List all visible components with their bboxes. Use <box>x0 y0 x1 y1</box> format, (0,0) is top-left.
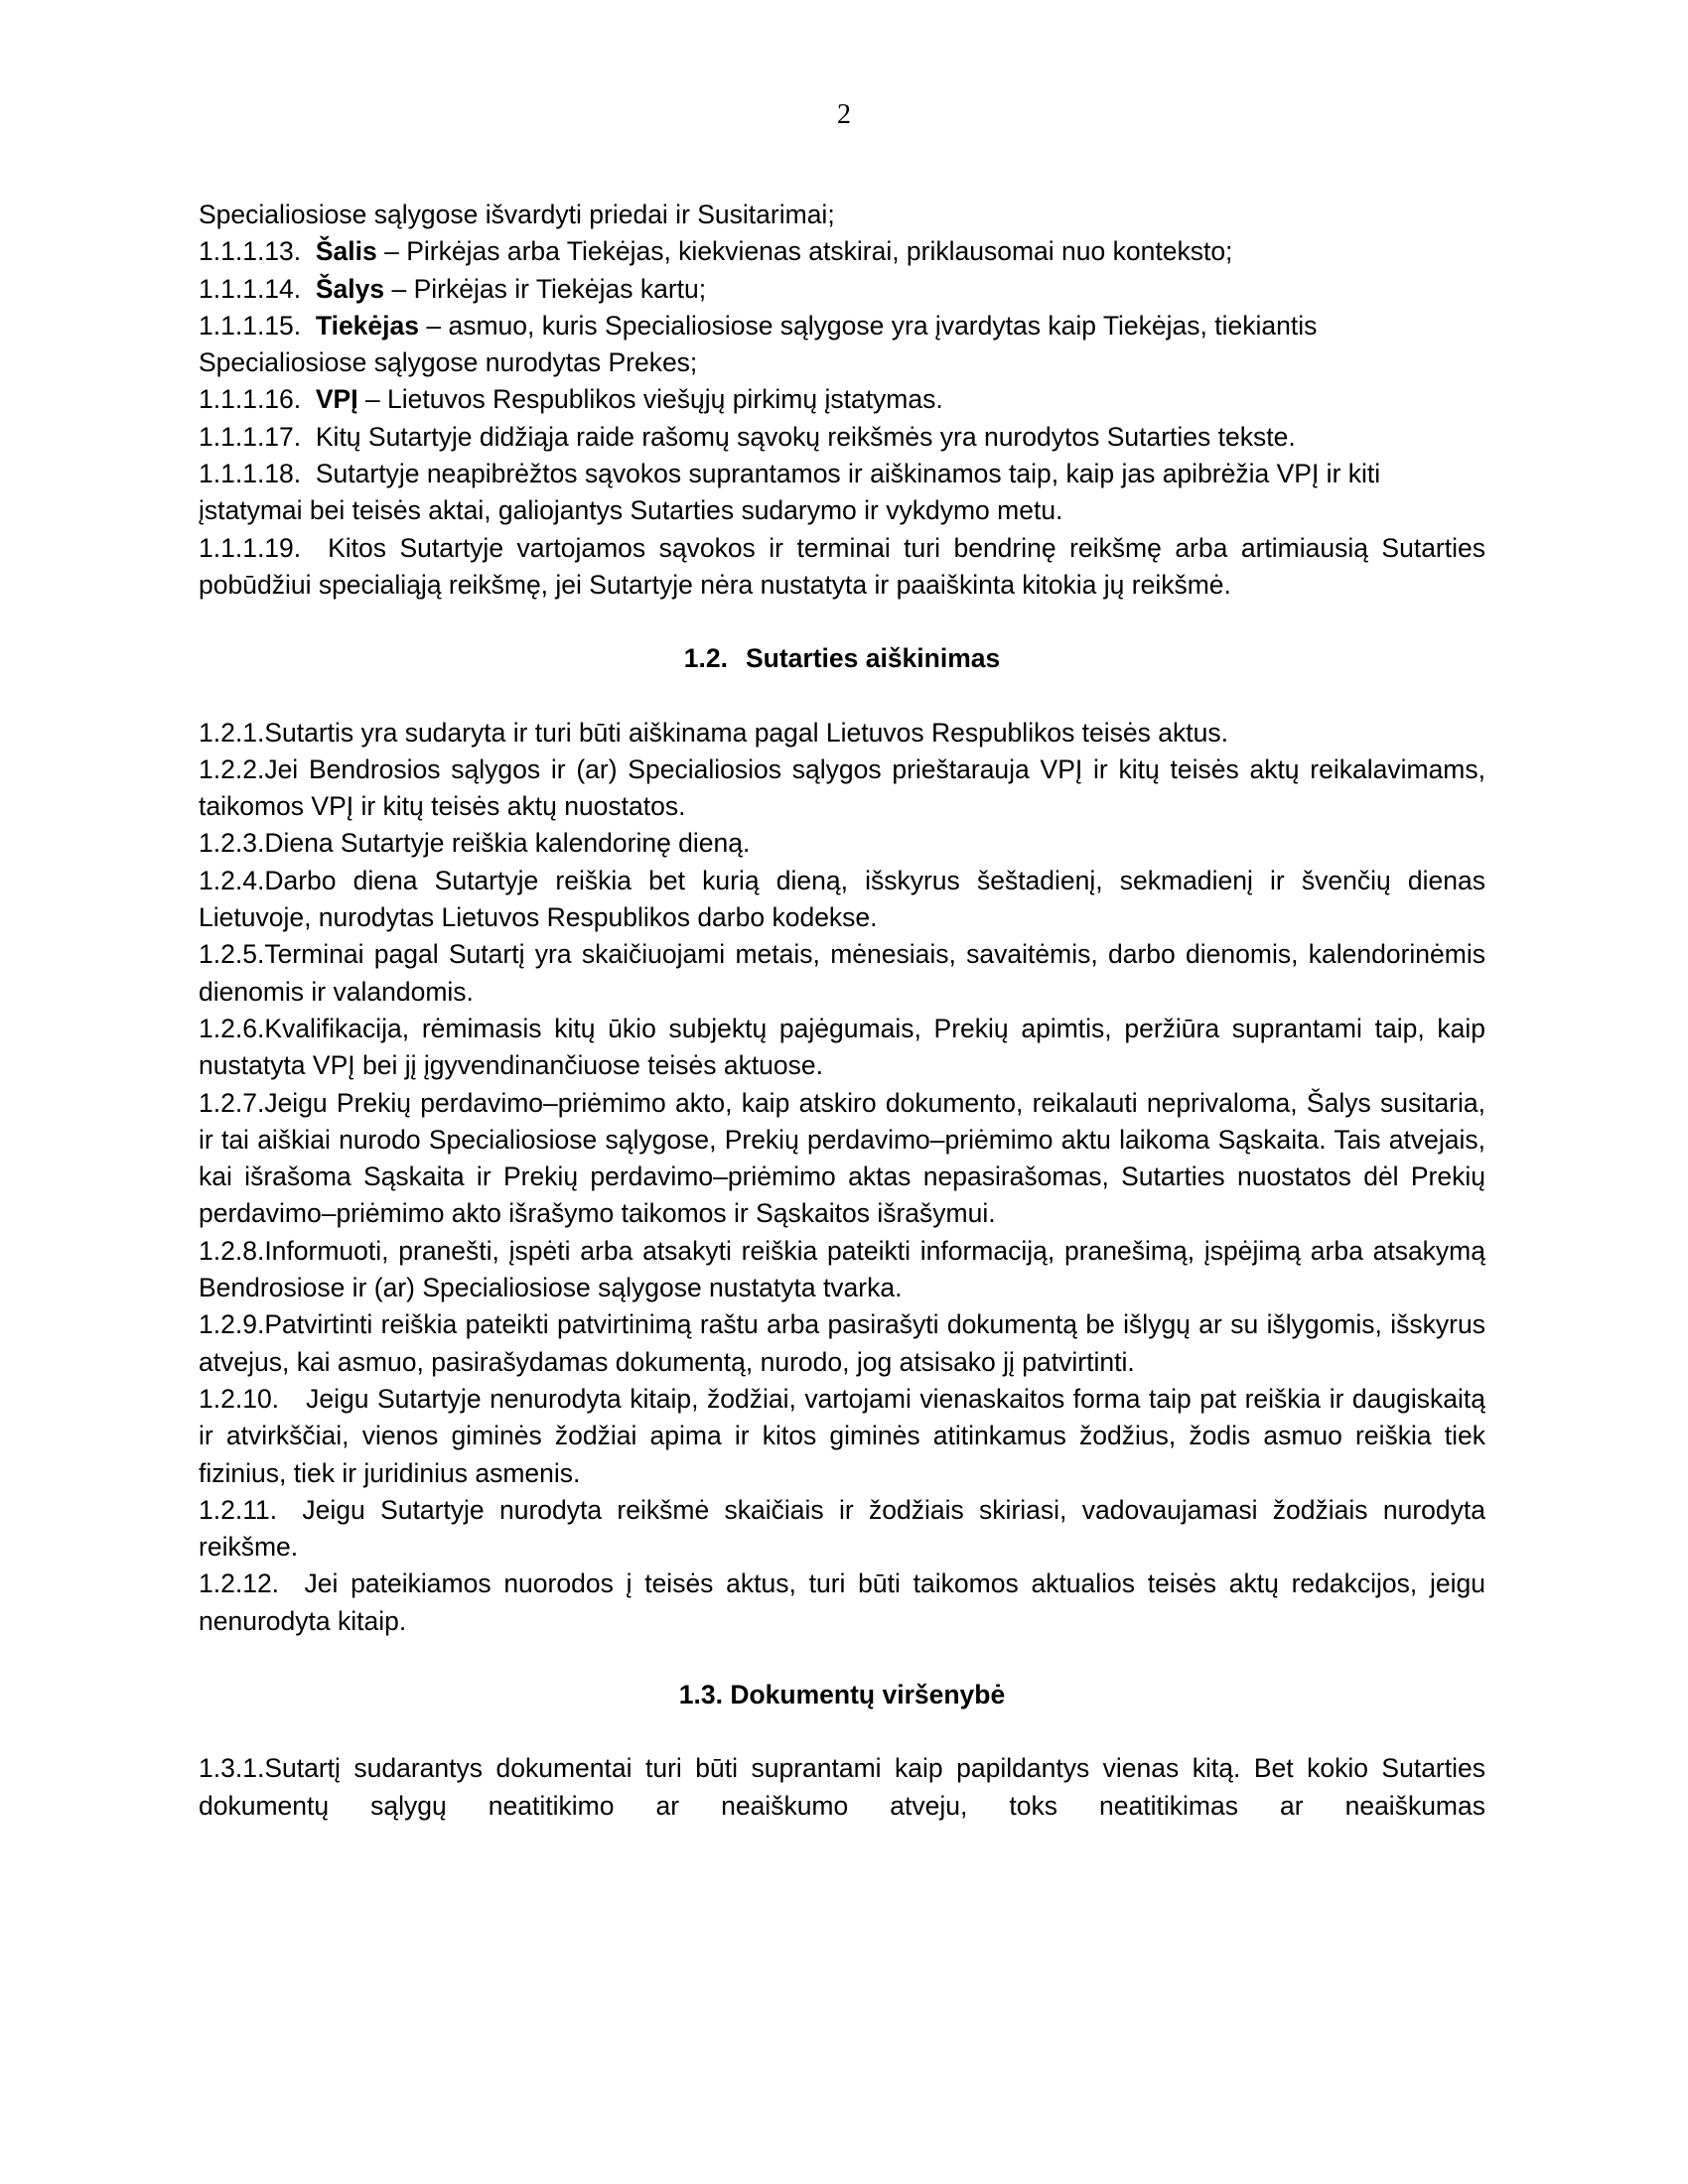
item-number: 1.2.10. <box>199 1383 280 1414</box>
clause-item <box>199 1750 1485 1825</box>
item-text: Kvalifikacija, rėmimasis kitų ūkio subjektų pajėgumais, Prekių apimtis, peržiūra suprantami taip, kaip nustatyta VPĮ bei jį įgyvendinančiuose teisės aktuose. <box>199 1013 1485 1081</box>
item-number: 1.2.3. <box>199 828 265 859</box>
item-text: – Pirkėjas arba Tiekėjas, kiekvienas atskirai, priklausomai nuo konteksto; <box>376 236 1233 267</box>
item-text: Diena Sutartyje reiškia kalendorinę dieną. <box>264 828 751 859</box>
section-heading-1-2 <box>199 640 1485 677</box>
definition-item <box>199 530 1485 605</box>
page-number: 2 <box>837 99 851 130</box>
item-text: Kitos Sutartyje vartojamos sąvokos ir terminai turi bendrinę reikšmę arba artimiausią Sutarties pobūdžiui specialiąją reikšmę, jei Sutartyje nėra nustatyta ir paaiškinta kitokia jų reikšmė. <box>199 532 1485 600</box>
heading-number: 1.3. <box>678 1679 723 1709</box>
defined-term: VPĮ <box>315 384 358 415</box>
item-number: 1.2.8. <box>199 1235 265 1266</box>
item-number: 1.2.4. <box>199 865 265 895</box>
clause-item <box>199 1233 1485 1307</box>
clause-item <box>199 1492 1485 1567</box>
defined-term: Tiekėjas <box>315 310 419 341</box>
defined-term: Šalis <box>315 236 377 267</box>
item-number: 1.2.6. <box>199 1013 265 1043</box>
clause-item <box>199 936 1485 1011</box>
item-text: – Pirkėjas ir Tiekėjas kartu; <box>384 273 707 304</box>
definition-item <box>199 308 1485 382</box>
item-number: 1.1.1.17. <box>199 421 302 452</box>
clause-item <box>199 1085 1485 1233</box>
item-number: 1.1.1.18. <box>199 459 302 489</box>
heading-number: 1.2. <box>683 643 728 674</box>
item-text: Sutartį sudarantys dokumentai turi būti suprantami kaip papildantys vienas kitą. Bet kokio Sutarties dokumentų sąlygų neatitikimo ar neaiškumo atveju, toks neatitikimas ar neaiškumas <box>199 1753 1485 1821</box>
clause-item <box>199 1011 1485 1085</box>
item-text: – asmuo, kuris Specialiosiose sąlygose yra įvardytas kaip Tiekėjas, tiekiantis Specialiosiose sąlygose nurodytas Prekes; <box>199 310 1318 378</box>
heading-title: Sutarties aiškinimas <box>745 643 1001 674</box>
item-text: Terminai pagal Sutartį yra skaičiuojami metais, mėnesiais, savaitėmis, darbo dienomis, kalendorinėmis dienomis ir valandomis. <box>199 939 1485 1007</box>
item-number: 1.2.5. <box>199 939 265 970</box>
clause-item <box>199 751 1485 826</box>
clause-item <box>199 1306 1485 1381</box>
definition-item <box>199 233 1485 270</box>
definition-item <box>199 381 1485 418</box>
item-text: Sutartis yra sudaryta ir turi būti aiškinama pagal Lietuvos Respublikos teisės aktus. <box>264 717 1228 748</box>
item-number: 1.2.7. <box>199 1087 265 1118</box>
item-number: 1.1.1.16. <box>199 384 302 415</box>
item-number: 1.1.1.14. <box>199 273 302 304</box>
clause-item <box>199 825 1485 862</box>
item-text: Kitų Sutartyje didžiąja raide rašomų sąvokų reikšmės yra nurodytos Sutarties tekste. <box>315 421 1296 452</box>
clause-item <box>199 1381 1485 1492</box>
item-text: Patvirtinti reiškia pateikti patvirtinimą raštu arba pasirašyti dokumentą be išlygų ar su išlygomis, išskyrus atvejus, kai asmuo, pasirašydamas dokumentą, nurodo, jog atsisako jį patvirtinti. <box>199 1309 1485 1377</box>
clause-item <box>199 1566 1485 1640</box>
item-text: Jeigu Sutartyje nenurodyta kitaip, žodžiai, vartojami vienaskaitos forma taip pat reiškia ir daugiskaitą ir atvirkščiai, vienos giminės žodžiai apima ir kitos giminės atitinkamus žodžius, žodis asmuo reiškia tiek fizinius, tiek ir juridinius asmenis. <box>199 1383 1485 1488</box>
item-text: Jei pateikiamos nuorodos į teisės aktus, turi būti taikomos aktualios teisės aktų redakcijos, jeigu nenurodyta kitaip. <box>199 1569 1485 1636</box>
heading-title: Dokumentų viršenybė <box>730 1679 1006 1709</box>
document-body <box>199 197 1485 1825</box>
item-number: 1.2.9. <box>199 1309 265 1340</box>
clause-item <box>199 863 1485 937</box>
item-number: 1.2.1. <box>199 717 265 748</box>
item-number: 1.2.2. <box>199 753 265 784</box>
item-number: 1.1.1.19. <box>199 532 302 563</box>
item-number: 1.2.11. <box>199 1494 278 1525</box>
item-number: 1.3.1. <box>199 1753 265 1784</box>
item-text: Jeigu Sutartyje nurodyta reikšmė skaičiais ir žodžiais skiriasi, vadovaujamasi žodžiais nurodyta reikšme. <box>199 1494 1485 1563</box>
section-heading-1-3 <box>199 1677 1485 1713</box>
item-text: Jei Bendrosios sąlygos ir (ar) Specialiosios sąlygos prieštarauja VPĮ ir kitų teisės aktų reikalavimams, taikomos VPĮ ir kitų teisės aktų nuostatos. <box>199 753 1485 822</box>
paragraph-continuation: Specialiosiose sąlygose išvardyti priedai ir Susitarimai; <box>199 200 835 229</box>
definition-item <box>199 271 1485 308</box>
item-number: 1.1.1.15. <box>199 310 302 341</box>
item-text: Sutartyje neapibrėžtos sąvokos suprantamos ir aiškinamos taip, kaip jas apibrėžia VPĮ ir kiti įstatymai bei teisės aktai, galiojantys Sutarties sudarymo ir vykdymo metu. <box>199 459 1381 526</box>
definition-item <box>199 419 1485 456</box>
item-number: 1.1.1.13. <box>199 236 302 267</box>
item-text: Informuoti, pranešti, įspėti arba atsakyti reiškia pateikti informaciją, pranešimą, įspėjimą arba atsakymą Bendrosiose ir (ar) Specialiosiose sąlygose nustatyta tvarka. <box>199 1235 1485 1303</box>
defined-term: Šalys <box>315 273 385 304</box>
item-number: 1.2.12. <box>199 1569 280 1599</box>
item-text: Darbo diena Sutartyje reiškia bet kurią dieną, išskyrus šeštadienį, sekmadienį ir švenčių dienas Lietuvoje, nurodytas Lietuvos Respublikos darbo kodekse. <box>199 865 1485 933</box>
clause-item <box>199 715 1485 751</box>
definition-item <box>199 456 1485 530</box>
item-text: – Lietuvos Respublikos viešųjų pirkimų įstatymas. <box>357 384 943 415</box>
item-text: Jeigu Prekių perdavimo–priėmimo akto, kaip atskiro dokumento, reikalauti neprivaloma, Šalys susitaria, ir tai aiškiai nurodo Specialiosiose sąlygose, Prekių perdavimo–priėmimo aktu laikoma Sąskaita. Tais atvejais, kai išrašoma Sąskaita ir Prekių perdavimo–priėmimo aktas nepasirašomas, Sutarties nuostatos dėl Prekių perdavimo–priėmimo akto išrašymo taikomos ir Sąskaitos išrašymui. <box>199 1087 1485 1229</box>
